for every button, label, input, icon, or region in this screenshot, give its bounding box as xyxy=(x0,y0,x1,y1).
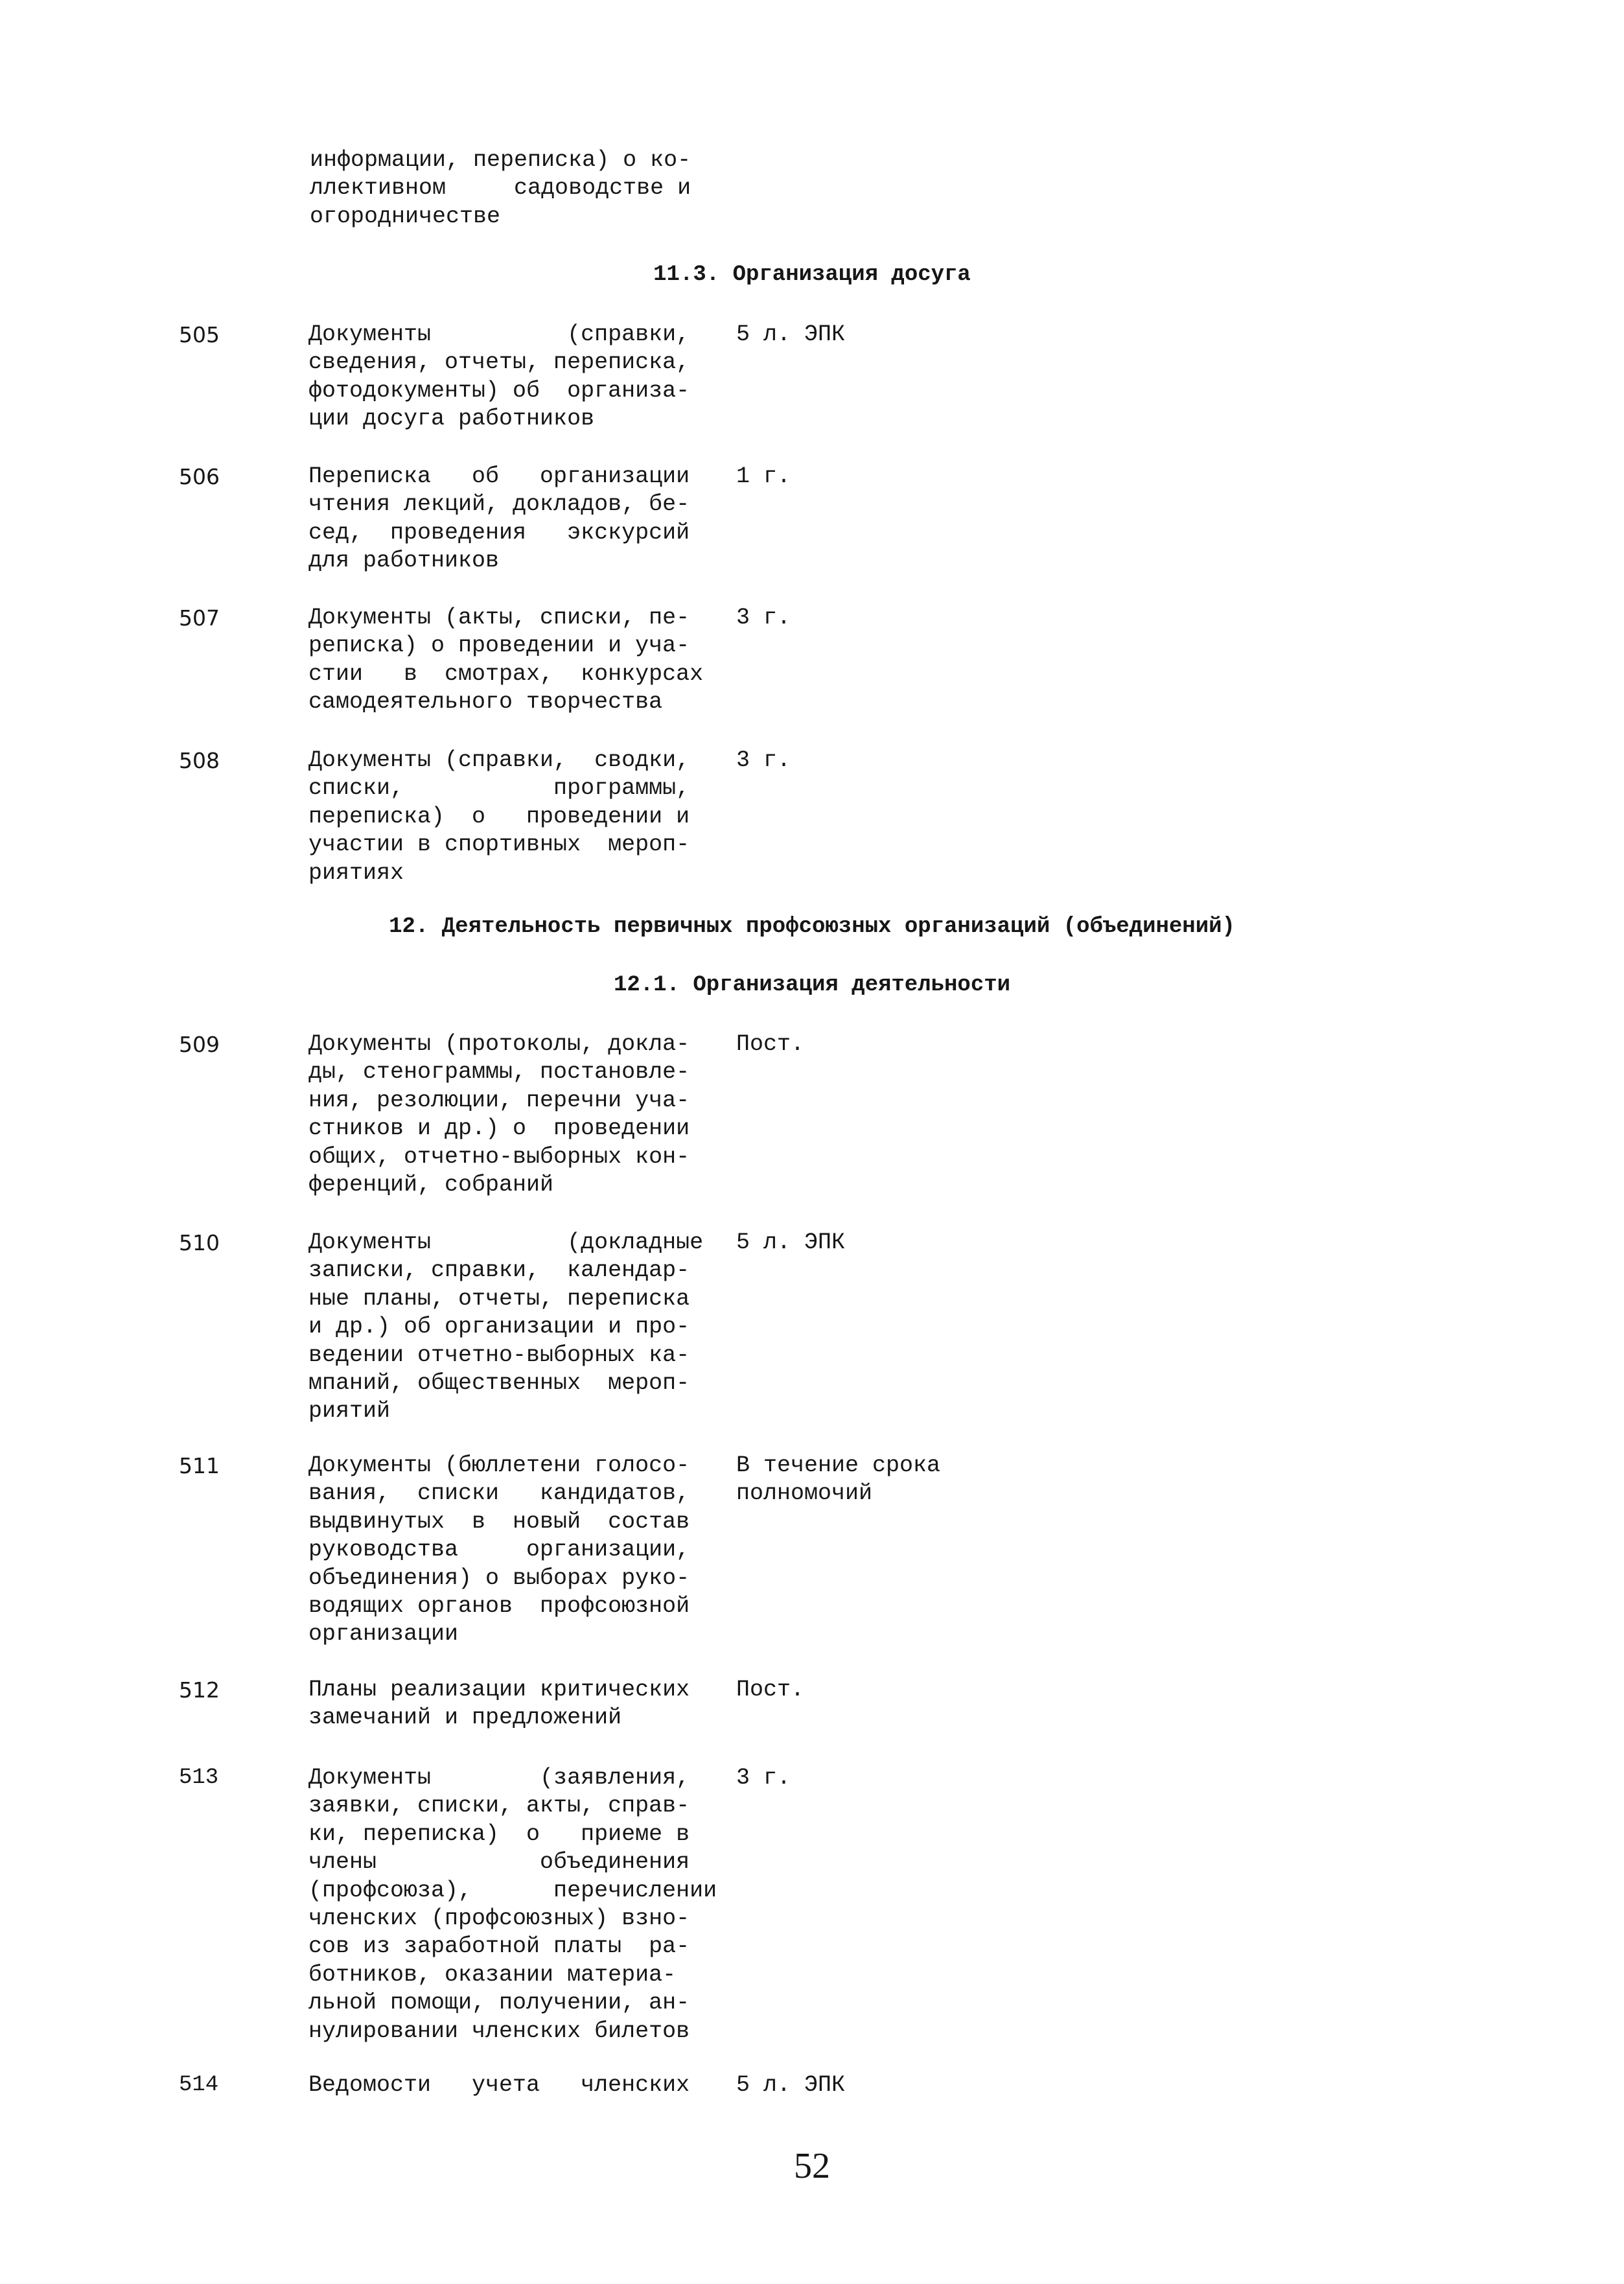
section-heading-12: 12. Деятельность первичных профсоюзных организаций (объединений) xyxy=(389,915,1235,939)
term-line: 5 л. ЭПК xyxy=(736,2072,846,2098)
description-line: ференций, собраний xyxy=(308,1172,554,1198)
entry-description xyxy=(308,1229,762,1426)
term-line: 5 л. ЭПК xyxy=(736,1229,846,1255)
entry-description xyxy=(308,1676,762,1732)
continuation-text xyxy=(310,146,763,231)
description-line: участии в спортивных мероп- xyxy=(308,832,690,858)
entry-number: 513 xyxy=(179,1765,219,1790)
entry-description xyxy=(308,321,762,434)
entry-510 xyxy=(0,1229,1624,1425)
description-line: сведения, отчеты, переписка, xyxy=(308,349,690,376)
description-line: переписка) о проведении и xyxy=(308,803,690,830)
retention-term xyxy=(736,747,791,775)
entry-description xyxy=(308,463,762,576)
entry-number: 508 xyxy=(179,748,220,773)
retention-term xyxy=(736,2071,845,2099)
term-line: 3 г. xyxy=(736,605,791,631)
retention-term xyxy=(736,1452,940,1508)
term-line: В течение срока xyxy=(736,1452,941,1478)
description-line: Документы (акты, списки, пе- xyxy=(308,605,690,631)
continuation-line: ллективном садоводстве и xyxy=(310,175,691,202)
description-line: мпаний, общественных мероп- xyxy=(308,1370,690,1397)
retention-term xyxy=(736,1676,804,1704)
description-line: стников и др.) о проведении xyxy=(308,1115,690,1142)
description-line: члены объединения xyxy=(308,1849,690,1876)
entry-514 xyxy=(0,2071,1624,2098)
section-heading-12-1: 12.1. Организация деятельности xyxy=(613,973,1011,997)
description-line: ные планы, отчеты, переписка xyxy=(308,1285,690,1312)
retention-term xyxy=(736,321,845,349)
description-line: руководства организации, xyxy=(308,1537,690,1563)
description-line: водящих органов профсоюзной xyxy=(308,1593,690,1620)
description-line: замечаний и предложений xyxy=(308,1705,622,1731)
term-line: 5 л. ЭПК xyxy=(736,321,846,347)
continuation-line: огородничестве xyxy=(310,203,501,229)
term-line: 1 г. xyxy=(736,463,791,489)
entry-number: 507 xyxy=(179,605,220,631)
retention-term xyxy=(736,1764,791,1792)
description-line: ния, резолюции, перечни уча- xyxy=(308,1087,690,1113)
description-line: риятиях xyxy=(308,859,404,886)
term-line: Пост. xyxy=(736,1677,805,1703)
entry-number: 511 xyxy=(179,1453,220,1478)
description-line: ции досуга работников xyxy=(308,406,595,432)
entry-number: 510 xyxy=(179,1230,220,1255)
retention-term xyxy=(736,463,791,491)
description-line: Документы (заявления, xyxy=(308,1765,690,1791)
description-line: самодеятельного творчества xyxy=(308,689,663,716)
entry-description xyxy=(308,1452,762,1649)
entry-description xyxy=(308,1764,762,2045)
description-line: ки, переписка) о приеме в xyxy=(308,1821,690,1847)
entry-508 xyxy=(0,747,1624,886)
continuation-line: информации, переписка) о ко- xyxy=(310,147,691,173)
description-line: ды, стенограммы, постановле- xyxy=(308,1059,690,1086)
entry-505 xyxy=(0,321,1624,432)
entry-description xyxy=(308,747,762,887)
description-line: Документы (справки, xyxy=(308,321,690,347)
description-line: льной помощи, получении, ан- xyxy=(308,1990,690,2016)
description-line: вания, списки кандидатов, xyxy=(308,1480,690,1507)
description-line: Планы реализации критических xyxy=(308,1677,690,1703)
description-line: стии в смотрах, конкурсах xyxy=(308,660,704,687)
page-number: 52 xyxy=(794,2146,830,2186)
description-line: списки, программы, xyxy=(308,775,690,802)
description-line: реписка) о проведении и уча- xyxy=(308,633,690,659)
description-line: заявки, списки, акты, справ- xyxy=(308,1793,690,1819)
description-line: Документы (протоколы, докла- xyxy=(308,1031,690,1057)
description-line: чтения лекций, докладов, бе- xyxy=(308,491,690,518)
retention-term xyxy=(736,604,791,632)
description-line: членских (профсоюзных) взно- xyxy=(308,1905,690,1932)
description-line: Документы (докладные xyxy=(308,1229,704,1255)
retention-term xyxy=(736,1229,845,1257)
description-line: ведении отчетно-выборных ка- xyxy=(308,1342,690,1368)
description-line: фотодокументы) об организа- xyxy=(308,377,690,404)
entry-description xyxy=(308,1031,762,1199)
description-line: нулировании членских билетов xyxy=(308,2018,690,2044)
description-line: (профсоюза), перечислении xyxy=(308,1877,717,1904)
term-line: полномочий xyxy=(736,1480,873,1507)
term-line: 3 г. xyxy=(736,1765,791,1791)
entry-509 xyxy=(0,1031,1624,1198)
description-line: для работников xyxy=(308,548,500,574)
description-line: выдвинутых в новый состав xyxy=(308,1508,690,1535)
description-line: Документы (бюллетени голосо- xyxy=(308,1452,690,1478)
section-heading-11-3: 11.3. Организация досуга xyxy=(653,262,971,287)
term-line: Пост. xyxy=(736,1031,805,1057)
retention-term xyxy=(736,1031,804,1058)
entry-number: 509 xyxy=(179,1032,220,1057)
entry-number: 512 xyxy=(179,1677,220,1703)
entry-507 xyxy=(0,604,1624,716)
entry-description xyxy=(308,2071,762,2099)
description-line: Ведомости учета членских xyxy=(308,2072,690,2098)
entry-number: 505 xyxy=(179,322,220,347)
description-line: организации xyxy=(308,1621,459,1648)
description-line: записки, справки, календар- xyxy=(308,1257,690,1284)
description-line: сед, проведения экскурсий xyxy=(308,519,690,546)
description-line: Документы (справки, сводки, xyxy=(308,747,690,773)
entry-number: 506 xyxy=(179,464,220,489)
entry-number: 514 xyxy=(179,2073,219,2097)
description-line: сов из заработной платы ра- xyxy=(308,1933,690,1960)
description-line: Переписка об организации xyxy=(308,463,690,489)
entry-506 xyxy=(0,463,1624,574)
entry-513 xyxy=(0,1764,1624,2044)
term-line: 3 г. xyxy=(736,747,791,773)
description-line: объединения) о выборах руко- xyxy=(308,1565,690,1591)
description-line: и др.) об организации и про- xyxy=(308,1314,690,1340)
entry-description xyxy=(308,604,762,717)
description-line: общих, отчетно-выборных кон- xyxy=(308,1143,690,1170)
description-line: риятий xyxy=(308,1398,391,1425)
entry-511 xyxy=(0,1452,1624,1648)
description-line: ботников, оказании материа- xyxy=(308,1961,677,1988)
entry-512 xyxy=(0,1676,1624,1731)
